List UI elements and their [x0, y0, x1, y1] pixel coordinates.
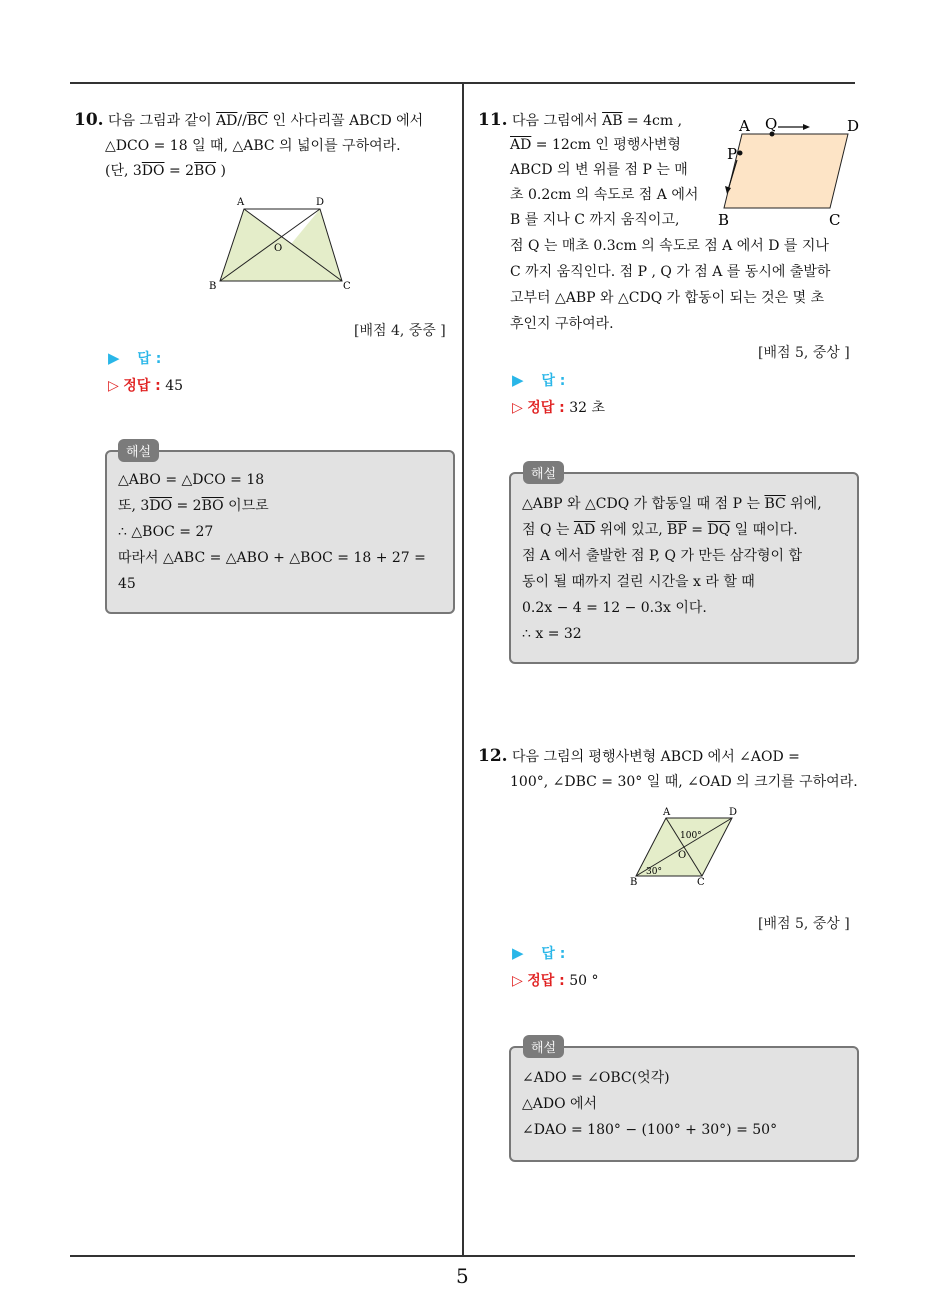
q11-solution-tag: 해설 [523, 461, 564, 484]
label-d: D [847, 117, 860, 135]
q11-line4: 초 0.2cm 의 속도로 점 A 에서 [510, 187, 699, 203]
segment-ad: $\overline{AD}$ [216, 113, 238, 129]
label-c: C [697, 877, 705, 888]
q10-line2: △DCO = 18 일 때, △ABC 의 넓이를 구하여라. [105, 138, 401, 154]
q10-score: [배점 4, 중중 ] [354, 323, 446, 339]
label-c: C [343, 281, 351, 292]
q12-answer-row[interactable] [512, 943, 565, 964]
q11-sol-line5: 0.2x − 4 = 12 − 0.3x 이다. [522, 600, 707, 616]
q11-sol-line6: ∴ x = 32 [522, 626, 582, 642]
q10-line1 [74, 110, 423, 131]
q11-line5: B 를 지나 C 까지 움직이고, [510, 212, 680, 228]
parallelogram-abcd [724, 134, 848, 208]
sol-text: = [686, 522, 708, 538]
label-c: C [829, 211, 841, 229]
bottom-rule [70, 1255, 855, 1257]
q10-line3 [105, 161, 226, 181]
q10-sol-line1: △ABO = △DCO = 18 [118, 472, 265, 488]
q11-text: = 12cm 인 평행사변형 [531, 137, 681, 153]
q10-text: 인 사다리꼴 ABCD 에서 [268, 113, 424, 129]
sol-text: 점 Q 는 [522, 522, 574, 538]
segment-bo: $\overline{BO}$ [201, 498, 224, 514]
q11-answer-row[interactable] [512, 370, 565, 391]
label-b: B [718, 211, 730, 229]
sol-text: △ABP 와 △CDQ 가 합동일 때 점 P 는 [522, 496, 765, 512]
angle-aod-label: 100° [680, 831, 702, 841]
label-a: A [237, 197, 245, 208]
q11-sol-line1 [522, 494, 822, 514]
segment-ad: $\overline{AD}$ [573, 522, 596, 538]
q11-text: = 4cm , [622, 113, 683, 129]
segment-do: $\overline{DO}$ [141, 163, 165, 179]
q11-parallelogram-figure [714, 112, 864, 232]
q11-correct-row [512, 398, 605, 418]
parallel-sign: // [237, 113, 247, 129]
outline-triangle-icon: ▷ [108, 378, 119, 394]
correct-value: 50 ° [569, 973, 599, 989]
q11-line8: 고부터 △ABP 와 △CDQ 가 합동이 되는 것은 몇 초 [510, 290, 825, 306]
sol-text: 위에, [785, 496, 822, 512]
q11-text: 다음 그림에서 [512, 113, 603, 129]
q11-line3: ABCD 의 변 위를 점 P 는 매 [510, 162, 688, 178]
correct-value: 32 초 [569, 400, 606, 416]
sol-text: 또, 3 [118, 498, 150, 514]
answer-label: 답 : [541, 946, 566, 962]
q10-text: 다음 그림과 같이 [108, 113, 217, 129]
segment-bo: $\overline{BO}$ [194, 163, 217, 179]
q11-score: [배점 5, 중상 ] [758, 345, 850, 361]
correct-value: 45 [165, 378, 184, 394]
q12-line2: 100°, ∠DBC = 30° 일 때, ∠OAD 의 크기를 구하여라. [510, 774, 858, 790]
label-d: D [316, 197, 325, 208]
label-q: Q [765, 115, 778, 133]
q11-line6: 점 Q 는 매초 0.3cm 의 속도로 점 A 에서 D 를 지나 [510, 238, 829, 254]
q10-sol-line4: 따라서 △ABC = △ABO + △BOC = 18 + 27 = [118, 550, 426, 566]
label-b: B [209, 281, 217, 292]
sol-text: = 2 [172, 498, 202, 514]
q10-solution-tag: 해설 [118, 439, 159, 462]
segment-ad: $\overline{AD}$ [510, 137, 532, 153]
q10-text: = 2 [164, 163, 195, 179]
answer-label: 답 : [541, 373, 566, 389]
outline-triangle-icon: ▷ [512, 973, 523, 989]
q12-solution-tag: 해설 [523, 1035, 564, 1058]
q10-trapezoid-figure [200, 193, 360, 293]
q10-text: ) [216, 163, 226, 179]
correct-label: 정답 : [527, 973, 565, 989]
angle-dbc-label: 30° [646, 867, 662, 877]
answer-label: 답 : [137, 351, 162, 367]
q12-parallelogram-figure [626, 804, 746, 888]
column-divider [462, 84, 464, 1256]
q-arrowhead [803, 124, 810, 130]
q10-sol-line5: 45 [118, 576, 136, 592]
sol-text: 이므로 [223, 498, 269, 514]
page-number: 5 [456, 1264, 469, 1288]
sol-text: 일 때이다. [730, 522, 798, 538]
q10-sol-line2 [118, 496, 269, 516]
label-a: A [663, 807, 671, 818]
sol-text: 위에 있고, [595, 522, 668, 538]
q11-line1 [478, 110, 682, 131]
q10-correct-row [108, 376, 183, 396]
play-icon: ▶ [512, 944, 524, 962]
label-o: O [678, 850, 687, 861]
q11-sol-line3: 점 A 에서 출발한 점 P, Q 가 만든 삼각형이 합 [522, 548, 802, 564]
label-a: A [739, 117, 750, 135]
label-d: D [729, 807, 738, 818]
question-number: 12. [478, 746, 508, 766]
segment-bc: $\overline{BC}$ [246, 113, 269, 129]
q12-text: 다음 그림의 평행사변형 ABCD 에서 ∠AOD = [512, 749, 800, 765]
q12-correct-row [512, 971, 598, 991]
correct-label: 정답 : [123, 378, 161, 394]
q12-line1 [478, 746, 800, 767]
label-b: B [630, 877, 638, 888]
segment-do: $\overline{DO}$ [149, 498, 173, 514]
point-p-dot [738, 151, 743, 156]
correct-label: 정답 : [527, 400, 565, 416]
play-icon: ▶ [108, 349, 120, 367]
label-p: P [727, 145, 738, 163]
segment-dq: $\overline{DQ}$ [707, 522, 731, 538]
question-number: 11. [478, 110, 508, 130]
q12-sol-line2: △ADO 에서 [522, 1096, 598, 1112]
q10-text: (단, 3 [105, 163, 142, 179]
q10-answer-row[interactable] [108, 348, 161, 369]
q11-line9: 후인지 구하여라. [510, 316, 614, 332]
q10-sol-line3: ∴ △BOC = 27 [118, 524, 214, 540]
outline-triangle-icon: ▷ [512, 400, 523, 416]
q11-line2 [510, 135, 681, 155]
q12-sol-line3: ∠DAO = 180° − (100° + 30°) = 50° [522, 1122, 778, 1138]
label-o: O [274, 243, 283, 254]
segment-bp: $\overline{BP}$ [667, 522, 687, 538]
q12-score: [배점 5, 중상 ] [758, 916, 850, 932]
question-number: 10. [74, 110, 104, 130]
segment-bc: $\overline{BC}$ [764, 496, 786, 512]
segment-ab: $\overline{AB}$ [602, 113, 623, 129]
q11-line7: C 까지 움직인다. 점 P , Q 가 점 A 를 동시에 출발하 [510, 264, 831, 280]
play-icon: ▶ [512, 371, 524, 389]
q11-sol-line2 [522, 520, 798, 540]
q11-sol-line4: 동이 될 때까지 걸린 시간을 x 라 할 때 [522, 574, 755, 590]
q12-sol-line1: ∠ADO = ∠OBC(엇각) [522, 1070, 670, 1086]
